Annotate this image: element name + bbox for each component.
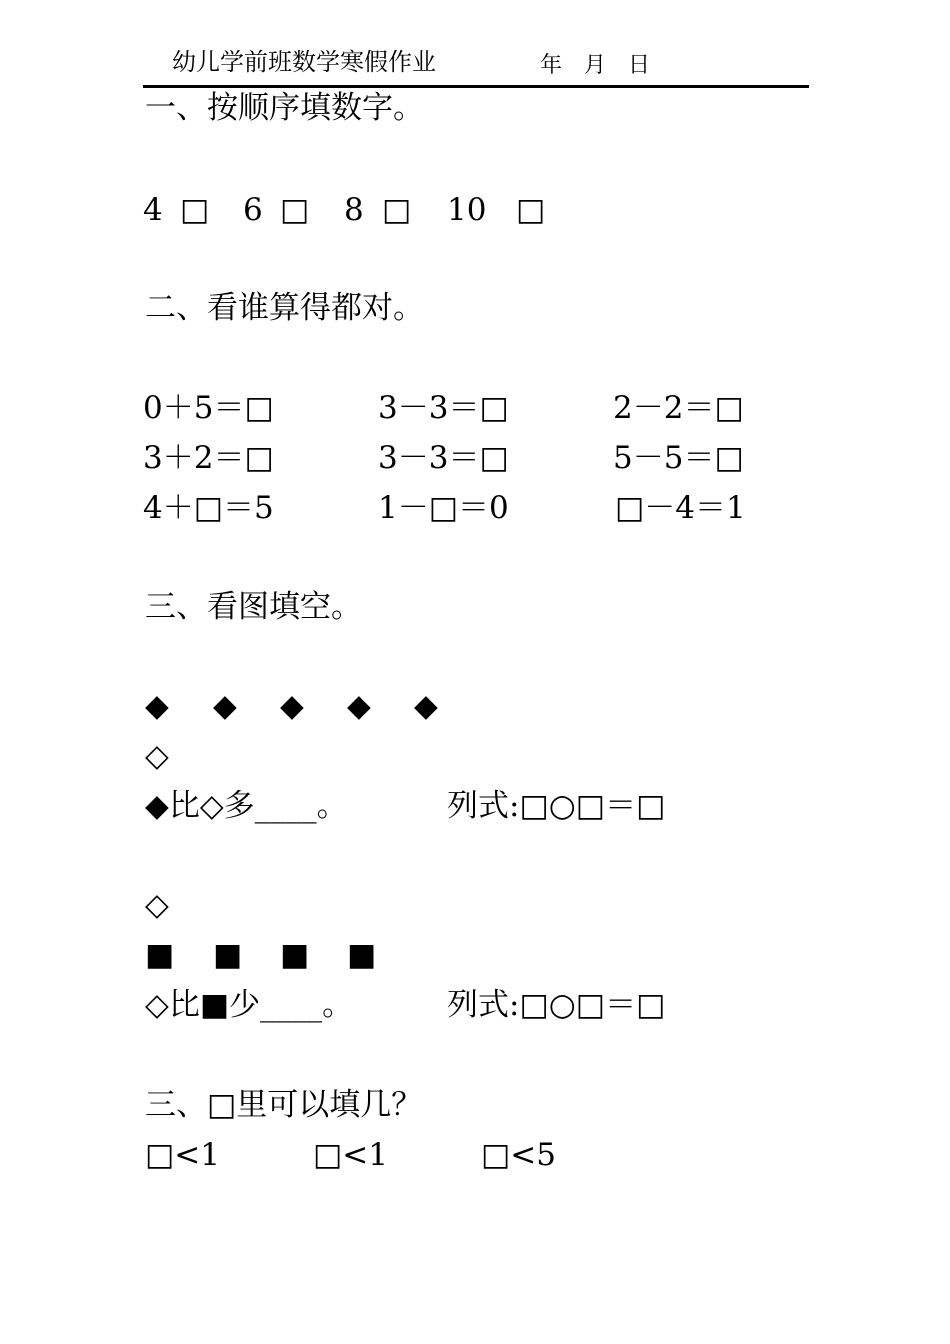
filled-diamond: ◆	[145, 688, 169, 724]
inequality[interactable]: □<1	[145, 1137, 220, 1173]
filled-square: ■	[347, 937, 377, 973]
filled-diamond: ◆	[347, 688, 371, 724]
comparison-sentence[interactable]: ◆比◇多____。	[145, 788, 348, 824]
outline-diamond: ◇	[145, 887, 169, 923]
filled-diamond: ◆	[213, 688, 237, 724]
outline-diamond: ◇	[145, 738, 169, 774]
sequence-number-6: 6	[243, 192, 263, 228]
filled-diamond: ◆	[280, 688, 304, 724]
filled-diamond: ◆	[414, 688, 438, 724]
equation[interactable]: 3－3＝□	[378, 440, 509, 476]
equation[interactable]: 0＋5＝□	[143, 390, 274, 426]
sequence-blank-box[interactable]: □	[382, 192, 412, 228]
inequality[interactable]: □<1	[313, 1137, 388, 1173]
date-field: 年 月 日	[540, 53, 651, 78]
sequence-number-10: 10	[447, 192, 487, 228]
filled-square: ■	[213, 937, 243, 973]
sequence-blank-box[interactable]: □	[180, 192, 210, 228]
sequence-number-8: 8	[344, 192, 364, 228]
inequality[interactable]: □<5	[481, 1137, 556, 1173]
worksheet-title: 幼儿学前班数学寒假作业	[172, 48, 436, 76]
header-divider	[143, 85, 809, 88]
equation[interactable]: □－4＝1	[615, 490, 746, 526]
section1-heading: 一、按顺序填数字。	[145, 90, 424, 126]
section4-heading: 三、□里可以填几？	[145, 1087, 423, 1123]
filled-square: ■	[280, 937, 310, 973]
sequence-blank-box[interactable]: □	[280, 192, 310, 228]
section3-heading: 三、看图填空。	[145, 589, 362, 625]
sequence-blank-box[interactable]: □	[516, 192, 546, 228]
equation[interactable]: 1－□＝0	[378, 490, 509, 526]
comparison-sentence[interactable]: ◇比■少____。	[145, 987, 354, 1023]
equation[interactable]: 3＋2＝□	[143, 440, 274, 476]
equation[interactable]: 5－5＝□	[613, 440, 744, 476]
equation[interactable]: 2－2＝□	[613, 390, 744, 426]
sequence-number-4: 4	[143, 192, 163, 228]
equation[interactable]: 3－3＝□	[378, 390, 509, 426]
filled-square: ■	[145, 937, 175, 973]
formula-line[interactable]: 列式:□○□＝□	[447, 987, 666, 1023]
formula-line[interactable]: 列式:□○□＝□	[447, 788, 666, 824]
equation[interactable]: 4＋□＝5	[143, 490, 274, 526]
section2-heading: 二、看谁算得都对。	[145, 290, 424, 326]
